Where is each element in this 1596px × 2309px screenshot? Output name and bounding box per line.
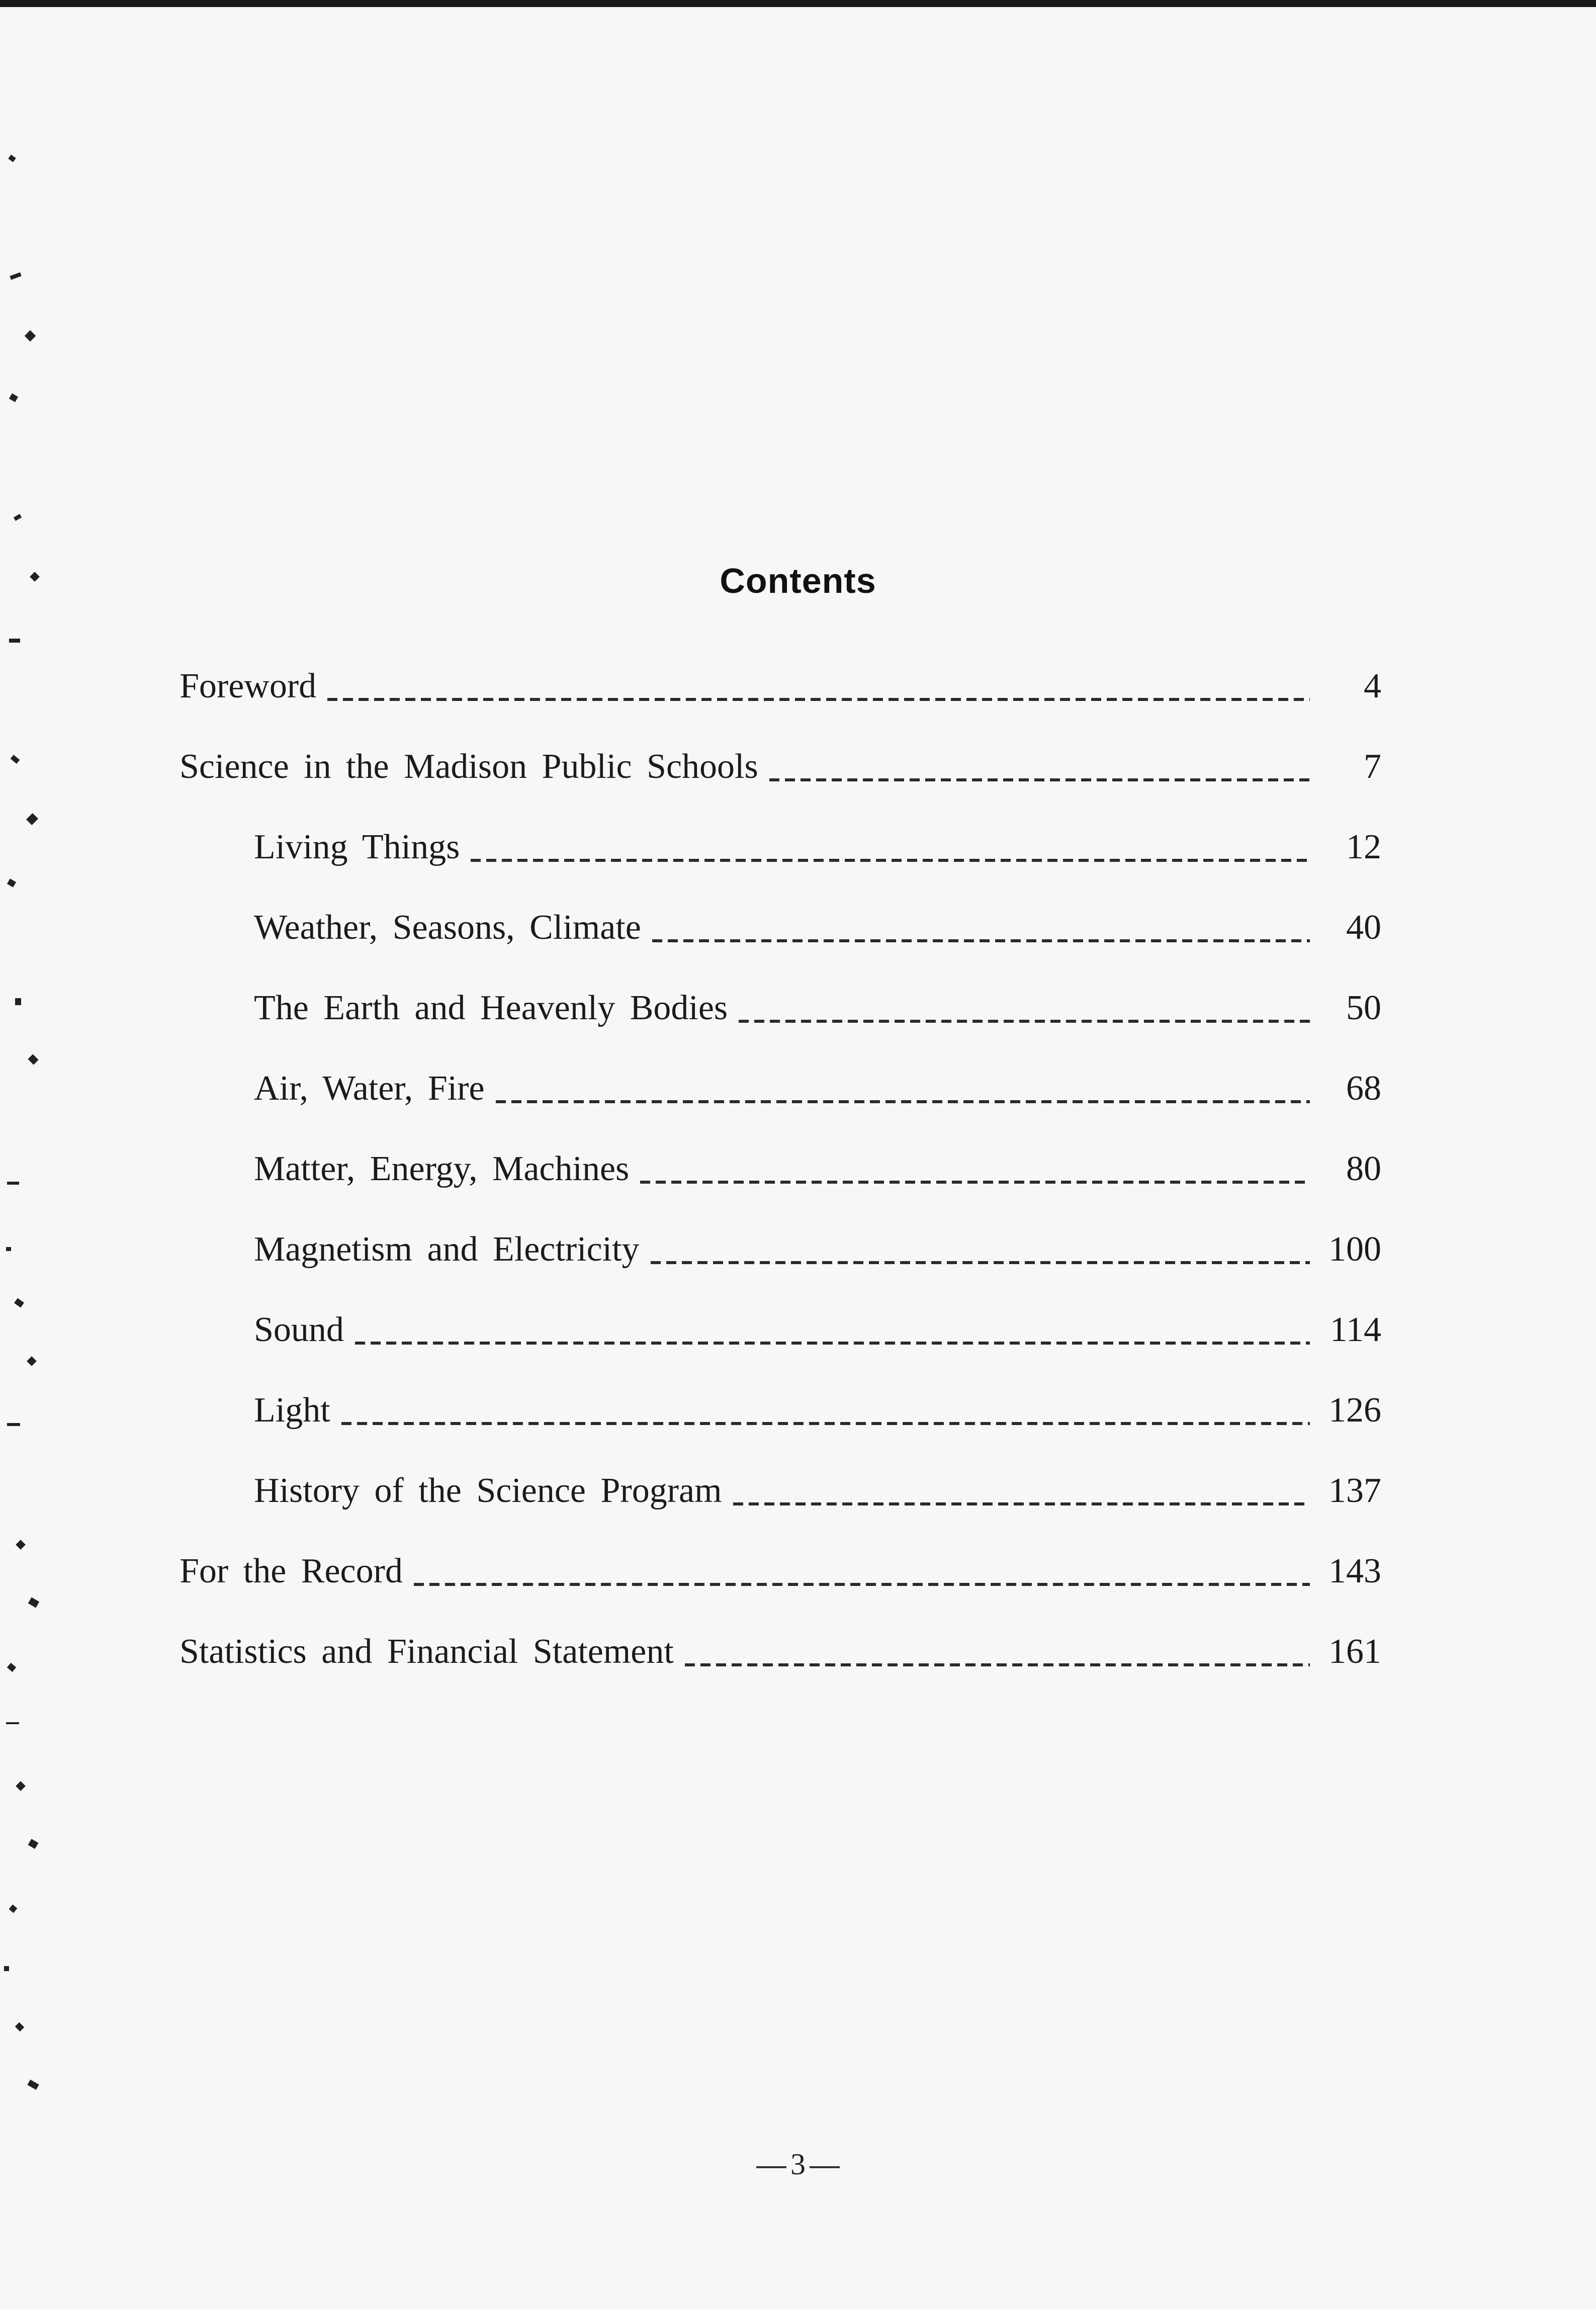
page-number-dash-right bbox=[810, 2166, 840, 2168]
dot-leader bbox=[471, 859, 1310, 862]
toc-entry-label: Light bbox=[254, 1391, 330, 1430]
toc-entry-label: History of the Science Program bbox=[254, 1471, 722, 1510]
toc-entry-label: Sound bbox=[254, 1310, 344, 1349]
toc-entry-label: Science in the Madison Public Schools bbox=[180, 747, 758, 786]
toc-entry-label: Air, Water, Fire bbox=[254, 1069, 485, 1108]
toc-entry-label: Magnetism and Electricity bbox=[254, 1230, 640, 1269]
dot-leader bbox=[733, 1502, 1310, 1505]
dot-leader bbox=[414, 1583, 1310, 1586]
toc-entry-label: Foreword bbox=[180, 667, 317, 705]
toc-entry-page: 12 bbox=[1346, 828, 1381, 866]
page-number-value: 3 bbox=[790, 2148, 806, 2181]
dot-leader bbox=[651, 1261, 1310, 1264]
toc-entry-magnetism[interactable] bbox=[254, 1222, 1381, 1277]
toc-entry-label: Living Things bbox=[254, 828, 460, 866]
toc-entry-page: 126 bbox=[1328, 1391, 1381, 1430]
dot-leader bbox=[341, 1422, 1310, 1425]
toc-entry-page: 40 bbox=[1346, 908, 1381, 947]
dot-leader bbox=[652, 939, 1310, 942]
toc-entry-light[interactable] bbox=[254, 1383, 1381, 1438]
toc-entry-label: Weather, Seasons, Climate bbox=[254, 908, 641, 947]
toc-entry-label: The Earth and Heavenly Bodies bbox=[254, 989, 728, 1027]
toc-entry-earth-heavenly-bodies[interactable] bbox=[254, 981, 1381, 1036]
toc-entry-page: 137 bbox=[1328, 1471, 1381, 1510]
toc-entry-page: 114 bbox=[1329, 1310, 1381, 1349]
toc-entry-page: 100 bbox=[1328, 1230, 1381, 1269]
toc-entry-page: 161 bbox=[1328, 1632, 1381, 1671]
toc-entry-label: For the Record bbox=[180, 1552, 403, 1590]
toc-entry-statistics[interactable] bbox=[180, 1624, 1381, 1679]
toc-entry-air-water-fire[interactable] bbox=[254, 1061, 1381, 1116]
dot-leader bbox=[769, 778, 1310, 781]
toc-entry-label: Statistics and Financial Statement bbox=[180, 1632, 674, 1671]
toc-entry-page: 80 bbox=[1346, 1149, 1381, 1188]
dot-leader bbox=[685, 1663, 1310, 1666]
dot-leader bbox=[640, 1181, 1310, 1184]
toc-entry-sound[interactable] bbox=[254, 1302, 1381, 1358]
toc-entry-living-things[interactable] bbox=[254, 820, 1381, 875]
dot-leader bbox=[739, 1020, 1310, 1023]
toc-entry-page: 4 bbox=[1364, 667, 1381, 705]
toc-entry-science-in-madison[interactable] bbox=[180, 739, 1381, 794]
dot-leader bbox=[496, 1100, 1310, 1103]
toc-entry-page: 7 bbox=[1364, 747, 1381, 786]
dot-leader bbox=[355, 1342, 1310, 1345]
toc-entry-page: 143 bbox=[1328, 1552, 1381, 1590]
page-number bbox=[0, 2147, 1596, 2182]
toc-entry-label: Matter, Energy, Machines bbox=[254, 1149, 630, 1188]
toc-entry-matter-energy[interactable] bbox=[254, 1141, 1381, 1197]
toc-entry-history[interactable] bbox=[254, 1463, 1381, 1519]
dot-leader bbox=[327, 698, 1310, 701]
toc-entry-weather[interactable] bbox=[254, 900, 1381, 955]
toc-entry-page: 68 bbox=[1346, 1069, 1381, 1108]
contents-heading: Contents bbox=[720, 561, 876, 600]
toc-entry-for-the-record[interactable] bbox=[180, 1544, 1381, 1599]
toc-entry-foreword[interactable] bbox=[180, 659, 1381, 714]
page-number-dash-left bbox=[756, 2166, 786, 2168]
toc-entry-page: 50 bbox=[1346, 989, 1381, 1027]
